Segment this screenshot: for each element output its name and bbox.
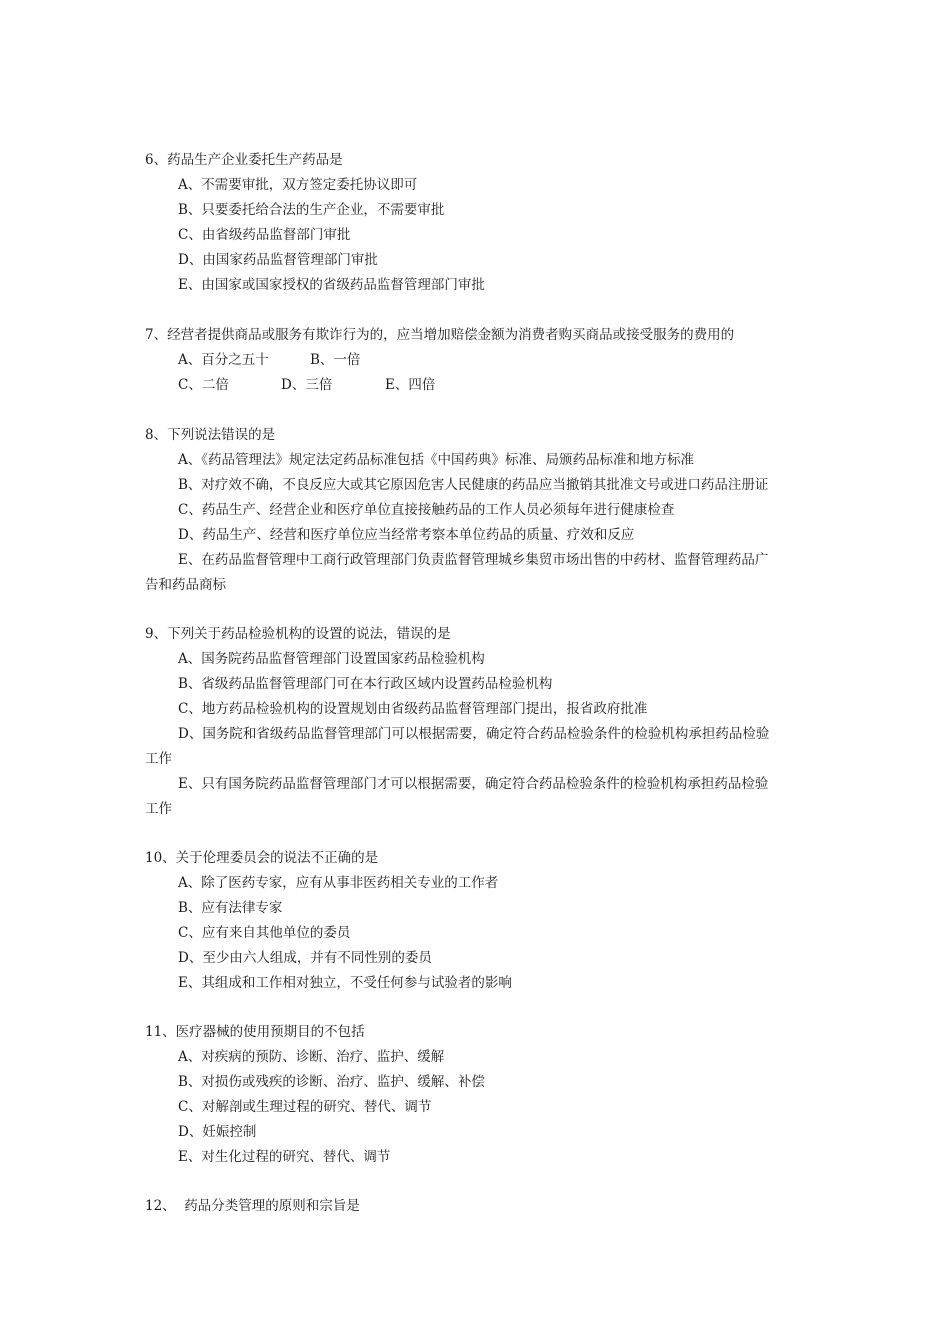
option-c: C、药品生产、经营企业和医疗单位直接接触药品的工作人员必须每年进行健康检查 xyxy=(178,502,675,518)
question-10 xyxy=(145,846,815,996)
question-stem: 6、药品生产企业委托生产药品是 xyxy=(145,152,343,168)
option-e-continuation: 工作 xyxy=(145,801,172,817)
option-e: E、四倍 xyxy=(385,377,436,393)
option-e: E、对生化过程的研究、替代、调节 xyxy=(178,1149,391,1165)
option-d: D、三倍 xyxy=(281,377,333,393)
option-b: B、对疗效不确，不良反应大或其它原因危害人民健康的药品应当撤销其批准文号或进口药品注册证 xyxy=(178,477,769,493)
option-b: B、对损伤或残疾的诊断、治疗、监护、缓解、补偿 xyxy=(178,1074,485,1090)
question-11 xyxy=(145,1020,815,1170)
option-d: D、国务院和省级药品监督管理部门可以根据需要，确定符合药品检验条件的检验机构承担药品检验 xyxy=(178,726,770,742)
option-c: C、应有来自其他单位的委员 xyxy=(178,925,351,941)
option-b: B、一倍 xyxy=(310,352,361,368)
question-6 xyxy=(145,148,815,298)
question-stem: 11、医疗器械的使用预期目的不包括 xyxy=(145,1024,365,1040)
option-a: A、国务院药品监督管理部门设置国家药品检验机构 xyxy=(178,651,485,667)
option-b: B、只要委托给合法的生产企业，不需要审批 xyxy=(178,202,445,218)
option-d: D、妊娠控制 xyxy=(178,1124,257,1140)
question-12 xyxy=(145,1194,815,1219)
option-d: D、由国家药品监督管理部门审批 xyxy=(178,252,378,268)
question-7 xyxy=(145,323,815,398)
option-a: A、除了医药专家，应有从事非医药相关专业的工作者 xyxy=(178,875,499,891)
option-e: E、其组成和工作相对独立，不受任何参与试验者的影响 xyxy=(178,975,512,991)
option-e: E、只有国务院药品监督管理部门才可以根据需要，确定符合药品检验条件的检验机构承担药品检验 xyxy=(178,776,769,792)
question-stem: 12、 药品分类管理的原则和宗旨是 xyxy=(145,1198,360,1214)
option-d: D、药品生产、经营和医疗单位应当经常考察本单位药品的质量、疗效和反应 xyxy=(178,527,635,543)
question-stem: 9、下列关于药品检验机构的设置的说法，错误的是 xyxy=(145,626,451,642)
option-a: A、对疾病的预防、诊断、治疗、监护、缓解 xyxy=(178,1049,445,1065)
question-stem: 8、下列说法错误的是 xyxy=(145,427,276,443)
option-a: A、《药品管理法》规定法定药品标准包括《中国药典》标准、局颁药品标准和地方标准 xyxy=(178,452,694,468)
option-c: C、地方药品检验机构的设置规划由省级药品监督管理部门提出，报省政府批准 xyxy=(178,701,648,717)
option-c: C、二倍 xyxy=(178,377,229,393)
option-e: E、由国家或国家授权的省级药品监督管理部门审批 xyxy=(178,277,485,293)
options-row-2 xyxy=(145,373,815,398)
option-c: C、由省级药品监督部门审批 xyxy=(178,227,351,243)
option-e: E、在药品监督管理中工商行政管理部门负责监督管理城乡集贸市场出售的中药材、监督管理药品广 xyxy=(178,552,769,568)
option-a: A、百分之五十 xyxy=(178,352,269,368)
option-c: C、对解剖或生理过程的研究、替代、调节 xyxy=(178,1099,432,1115)
question-stem: 7、经营者提供商品或服务有欺诈行为的，应当增加赔偿金额为消费者购买商品或接受服务的费用的 xyxy=(145,327,735,343)
question-9 xyxy=(145,622,815,822)
option-b: B、省级药品监督管理部门可在本行政区域内设置药品检验机构 xyxy=(178,676,553,692)
option-e-continuation: 告和药品商标 xyxy=(145,577,226,593)
question-8 xyxy=(145,423,815,598)
options-row-1 xyxy=(145,348,815,373)
question-stem: 10、关于伦理委员会的说法不正确的是 xyxy=(145,850,379,866)
option-d: D、至少由六人组成，并有不同性别的委员 xyxy=(178,950,432,966)
option-d-continuation: 工作 xyxy=(145,751,172,767)
option-b: B、应有法律专家 xyxy=(178,900,283,916)
option-a: A、不需要审批，双方签定委托协议即可 xyxy=(178,177,418,193)
